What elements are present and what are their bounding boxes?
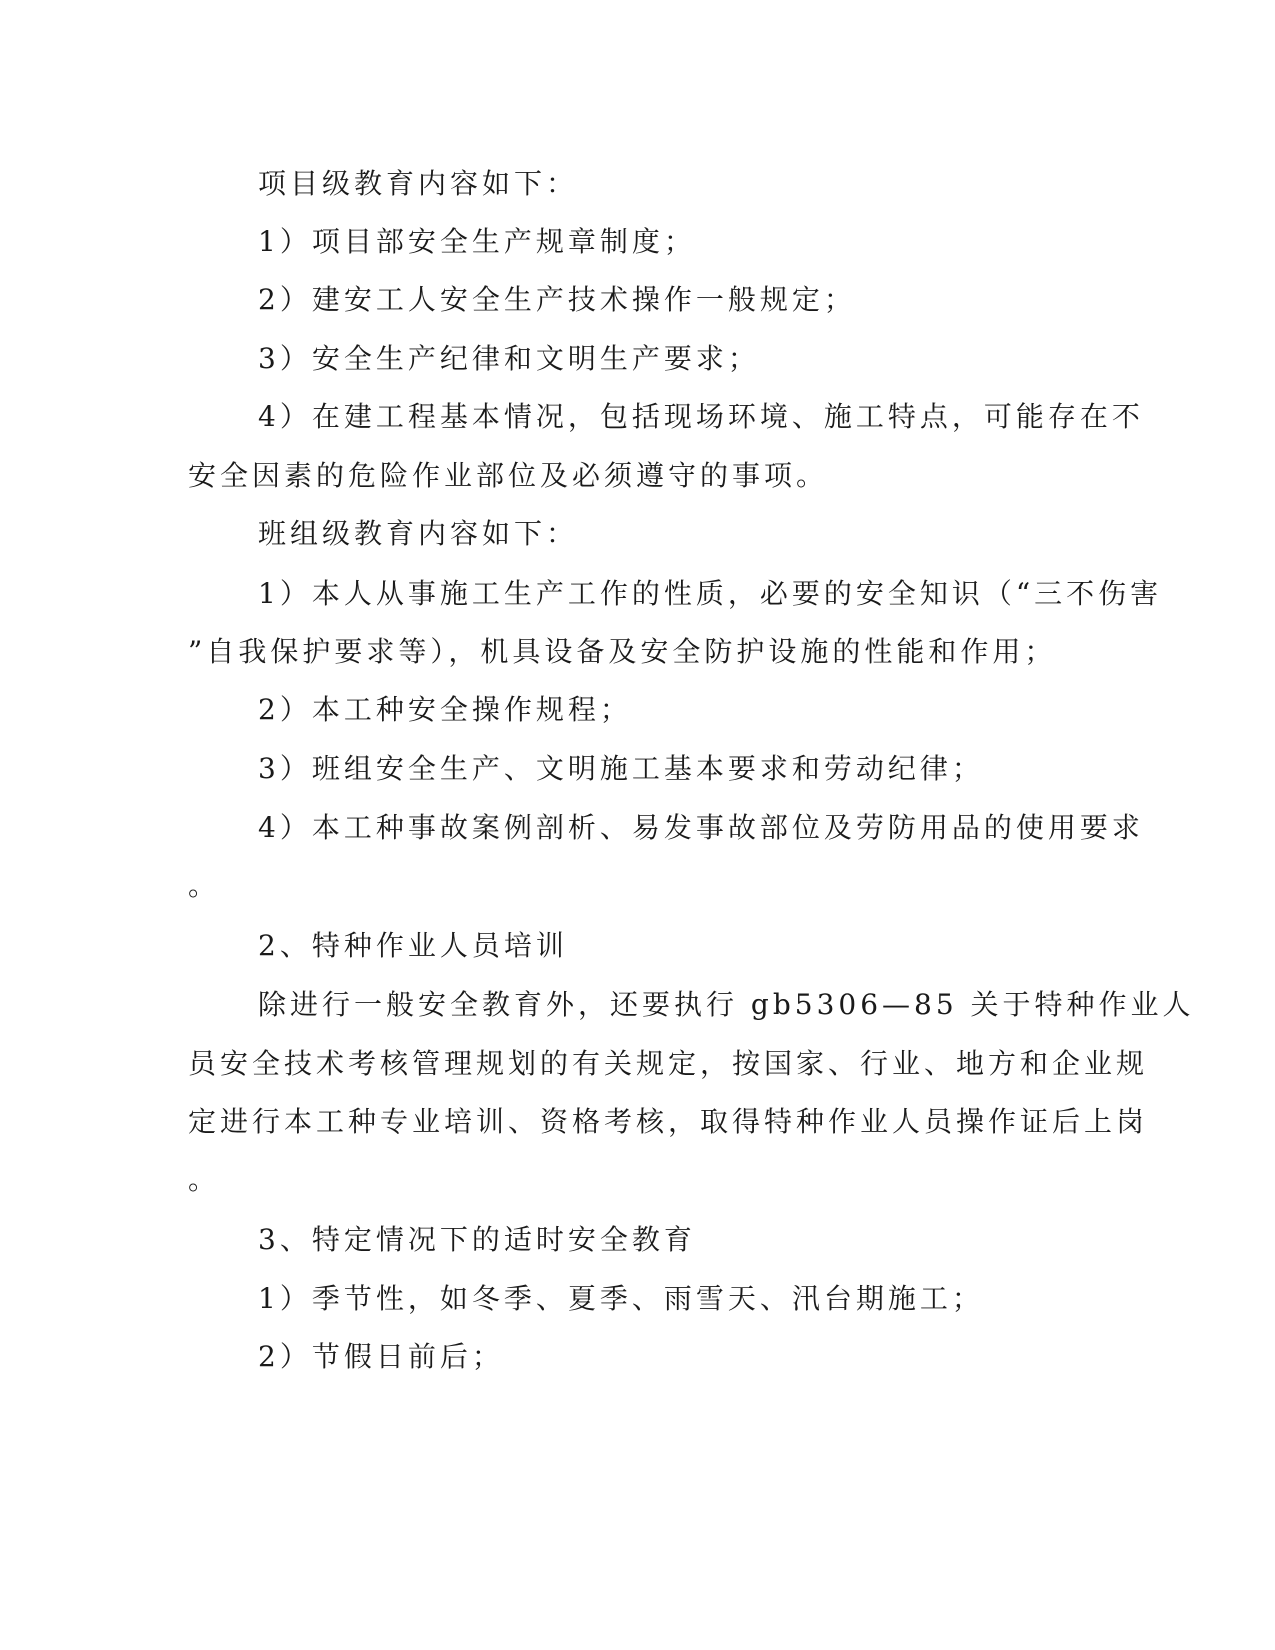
paragraph-timely-item-2: 2）节假日前后；	[258, 1340, 504, 1373]
section-special-operators-heading: 2、特种作业人员培训	[258, 929, 568, 962]
paragraph-project-item-3: 3）安全生产纪律和文明生产要求；	[258, 342, 760, 375]
paragraph-team-item-1: 1）本人从事施工生产工作的性质，必要的安全知识（“三不伤害	[258, 577, 1163, 610]
paragraph-project-level-heading: 项目级教育内容如下：	[258, 167, 579, 200]
paragraph-special-operators-cont-1: 员安全技术考核管理规划的有关规定，按国家、行业、地方和企业规	[188, 1047, 1149, 1080]
paragraph-special-operators: 除进行一般安全教育外，还要执行 gb5306—85 关于特种作业人	[258, 988, 1195, 1021]
paragraph-project-item-1: 1）项目部安全生产规章制度；	[258, 225, 696, 258]
paragraph-team-item-1-cont: ”自我保护要求等），机具设备及安全防护设施的性能和作用；	[188, 635, 1057, 668]
paragraph-team-level-heading: 班组级教育内容如下：	[258, 517, 579, 550]
section-timely-education-heading: 3、特定情况下的适时安全教育	[258, 1223, 696, 1256]
paragraph-project-item-4-cont: 安全因素的危险作业部位及必须遵守的事项。	[188, 459, 829, 492]
paragraph-team-item-2: 2）本工种安全操作规程；	[258, 693, 632, 726]
paragraph-project-item-4: 4）在建工程基本情况，包括现场环境、施工特点，可能存在不	[258, 400, 1144, 433]
paragraph-team-item-4-cont: 。	[188, 869, 221, 902]
paragraph-team-item-3: 3）班组安全生产、文明施工基本要求和劳动纪律；	[258, 752, 984, 785]
paragraph-project-item-2: 2）建安工人安全生产技术操作一般规定；	[258, 283, 856, 316]
paragraph-special-operators-cont-2: 定进行本工种专业培训、资格考核，取得特种作业人员操作证后上岗	[188, 1105, 1149, 1138]
paragraph-timely-item-1: 1）季节性，如冬季、夏季、雨雪天、汛台期施工；	[258, 1282, 984, 1315]
paragraph-special-operators-cont-3: 。	[188, 1163, 221, 1196]
paragraph-team-item-4: 4）本工种事故案例剖析、易发事故部位及劳防用品的使用要求	[258, 811, 1144, 844]
